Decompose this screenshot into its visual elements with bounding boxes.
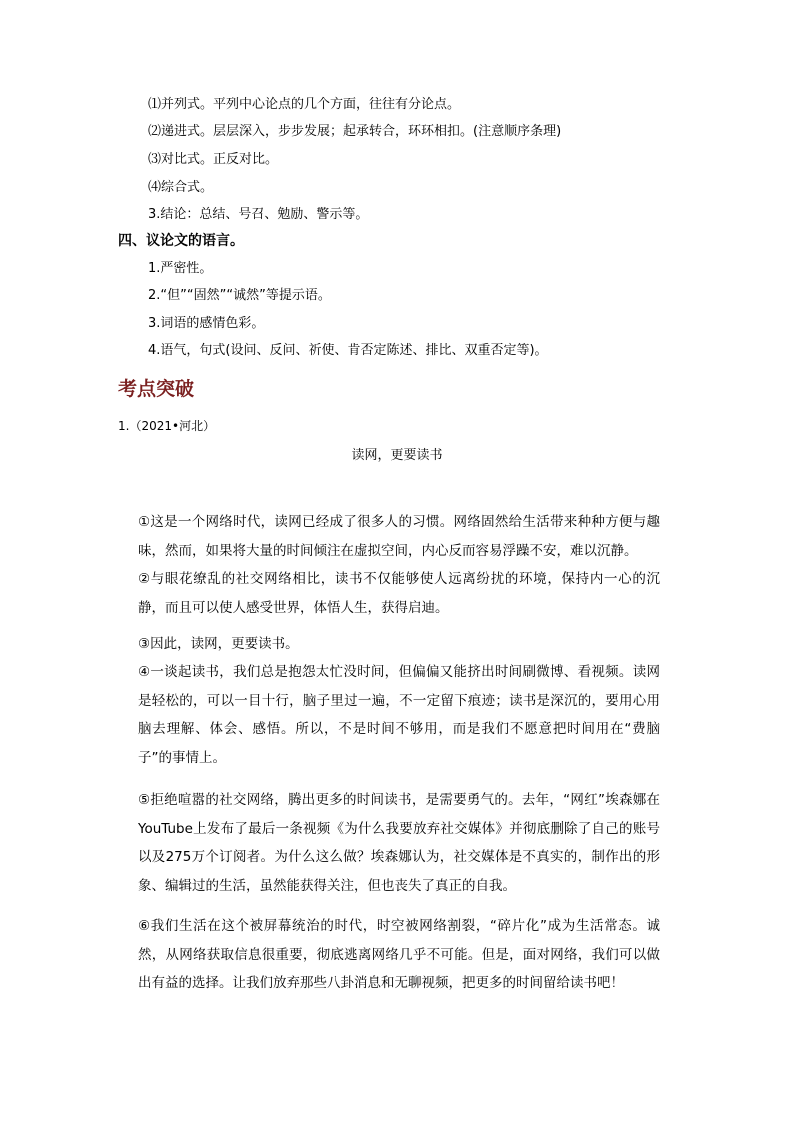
article-paragraph-4: ④一谈起读书，我们总是抱怨太忙没时间，但偏偏又能挤出时间刷微博、看视频。读网是轻松的，可以一目十行，脑子里过一遍，不一定留下痕迹；读书是深沉的，要用心用脑去理解、体会、感悟。所以，不是时间不够用，而是我们不愿意把时间用在“费脑子”的事情上。	[138, 664, 660, 766]
article-paragraph-1: ①这是一个网络时代，读网已经成了很多人的习惯。网络固然给生活带来种种方便与趣味，然而，如果将大量的时间倾注在虚拟空间，内心反而容易浮躁不安，难以沉静。	[138, 514, 660, 559]
article-paragraph-5: ⑤拒绝喧嚣的社交网络，腾出更多的时间读书，是需要勇气的。去年，“网红”埃森娜在YouTube上发布了最后一条视频《为什么我要放弃社交媒体》并彻底删除了自己的账号以及275万个订阅者。为什么这么做？埃森娜认为，社交媒体是不真实的，制作出的形象、编辑过的生活，虽然能获得关注，但也丧失了真正的自我。	[138, 792, 660, 894]
structure-item-parallel: ⑴并列式。平列中心论点的几个方面，往往有分论点。	[148, 97, 461, 112]
structure-item-comprehensive: ⑷综合式。	[148, 180, 214, 195]
question-number: 1.（2021•河北）	[118, 419, 216, 433]
language-heading: 四、议论文的语言。	[118, 233, 244, 249]
article-paragraph-2: ②与眼花缭乱的社交网络相比，读书不仅能够使人远离纷扰的环境，保持内一心的沉静，而且可以使人感受世界，体悟人生，获得启迪。	[138, 571, 660, 616]
language-item-emotion: 3.词语的感情色彩。	[148, 316, 265, 331]
article-paragraph-3: ③因此，读网，更要读书。	[138, 636, 299, 652]
structure-item-contrast: ⑶对比式。正反对比。	[148, 152, 279, 167]
structure-conclusion: 3.结论：总结、号召、勉励、警示等。	[148, 207, 369, 222]
language-item-tone: 4.语气，句式(设问、反问、祈使、肯否定陈述、排比、双重否定等)。	[148, 343, 548, 358]
language-item-rigor: 1.严密性。	[148, 261, 213, 276]
article-paragraph-6: ⑥我们生活在这个被屏幕统治的时代，时空被网络割裂，“碎片化”成为生活常态。诚然，从网络获取信息很重要，彻底逃离网络几乎不可能。但是，面对网络，我们可以做出有益的选择。让我们放弃那些八卦消息和无聊视频，把更多的时间留给读书吧！	[138, 918, 660, 991]
structure-item-progressive: ⑵递进式。层层深入，步步发展；起承转合，环环相扣。(注意顺序条理)	[148, 124, 562, 139]
language-item-prompt-words: 2.“但”“固然”“诚然”等提示语。	[148, 288, 331, 303]
section-title: 考点突破	[118, 378, 195, 400]
article-title: 读网，更要读书	[351, 448, 443, 463]
